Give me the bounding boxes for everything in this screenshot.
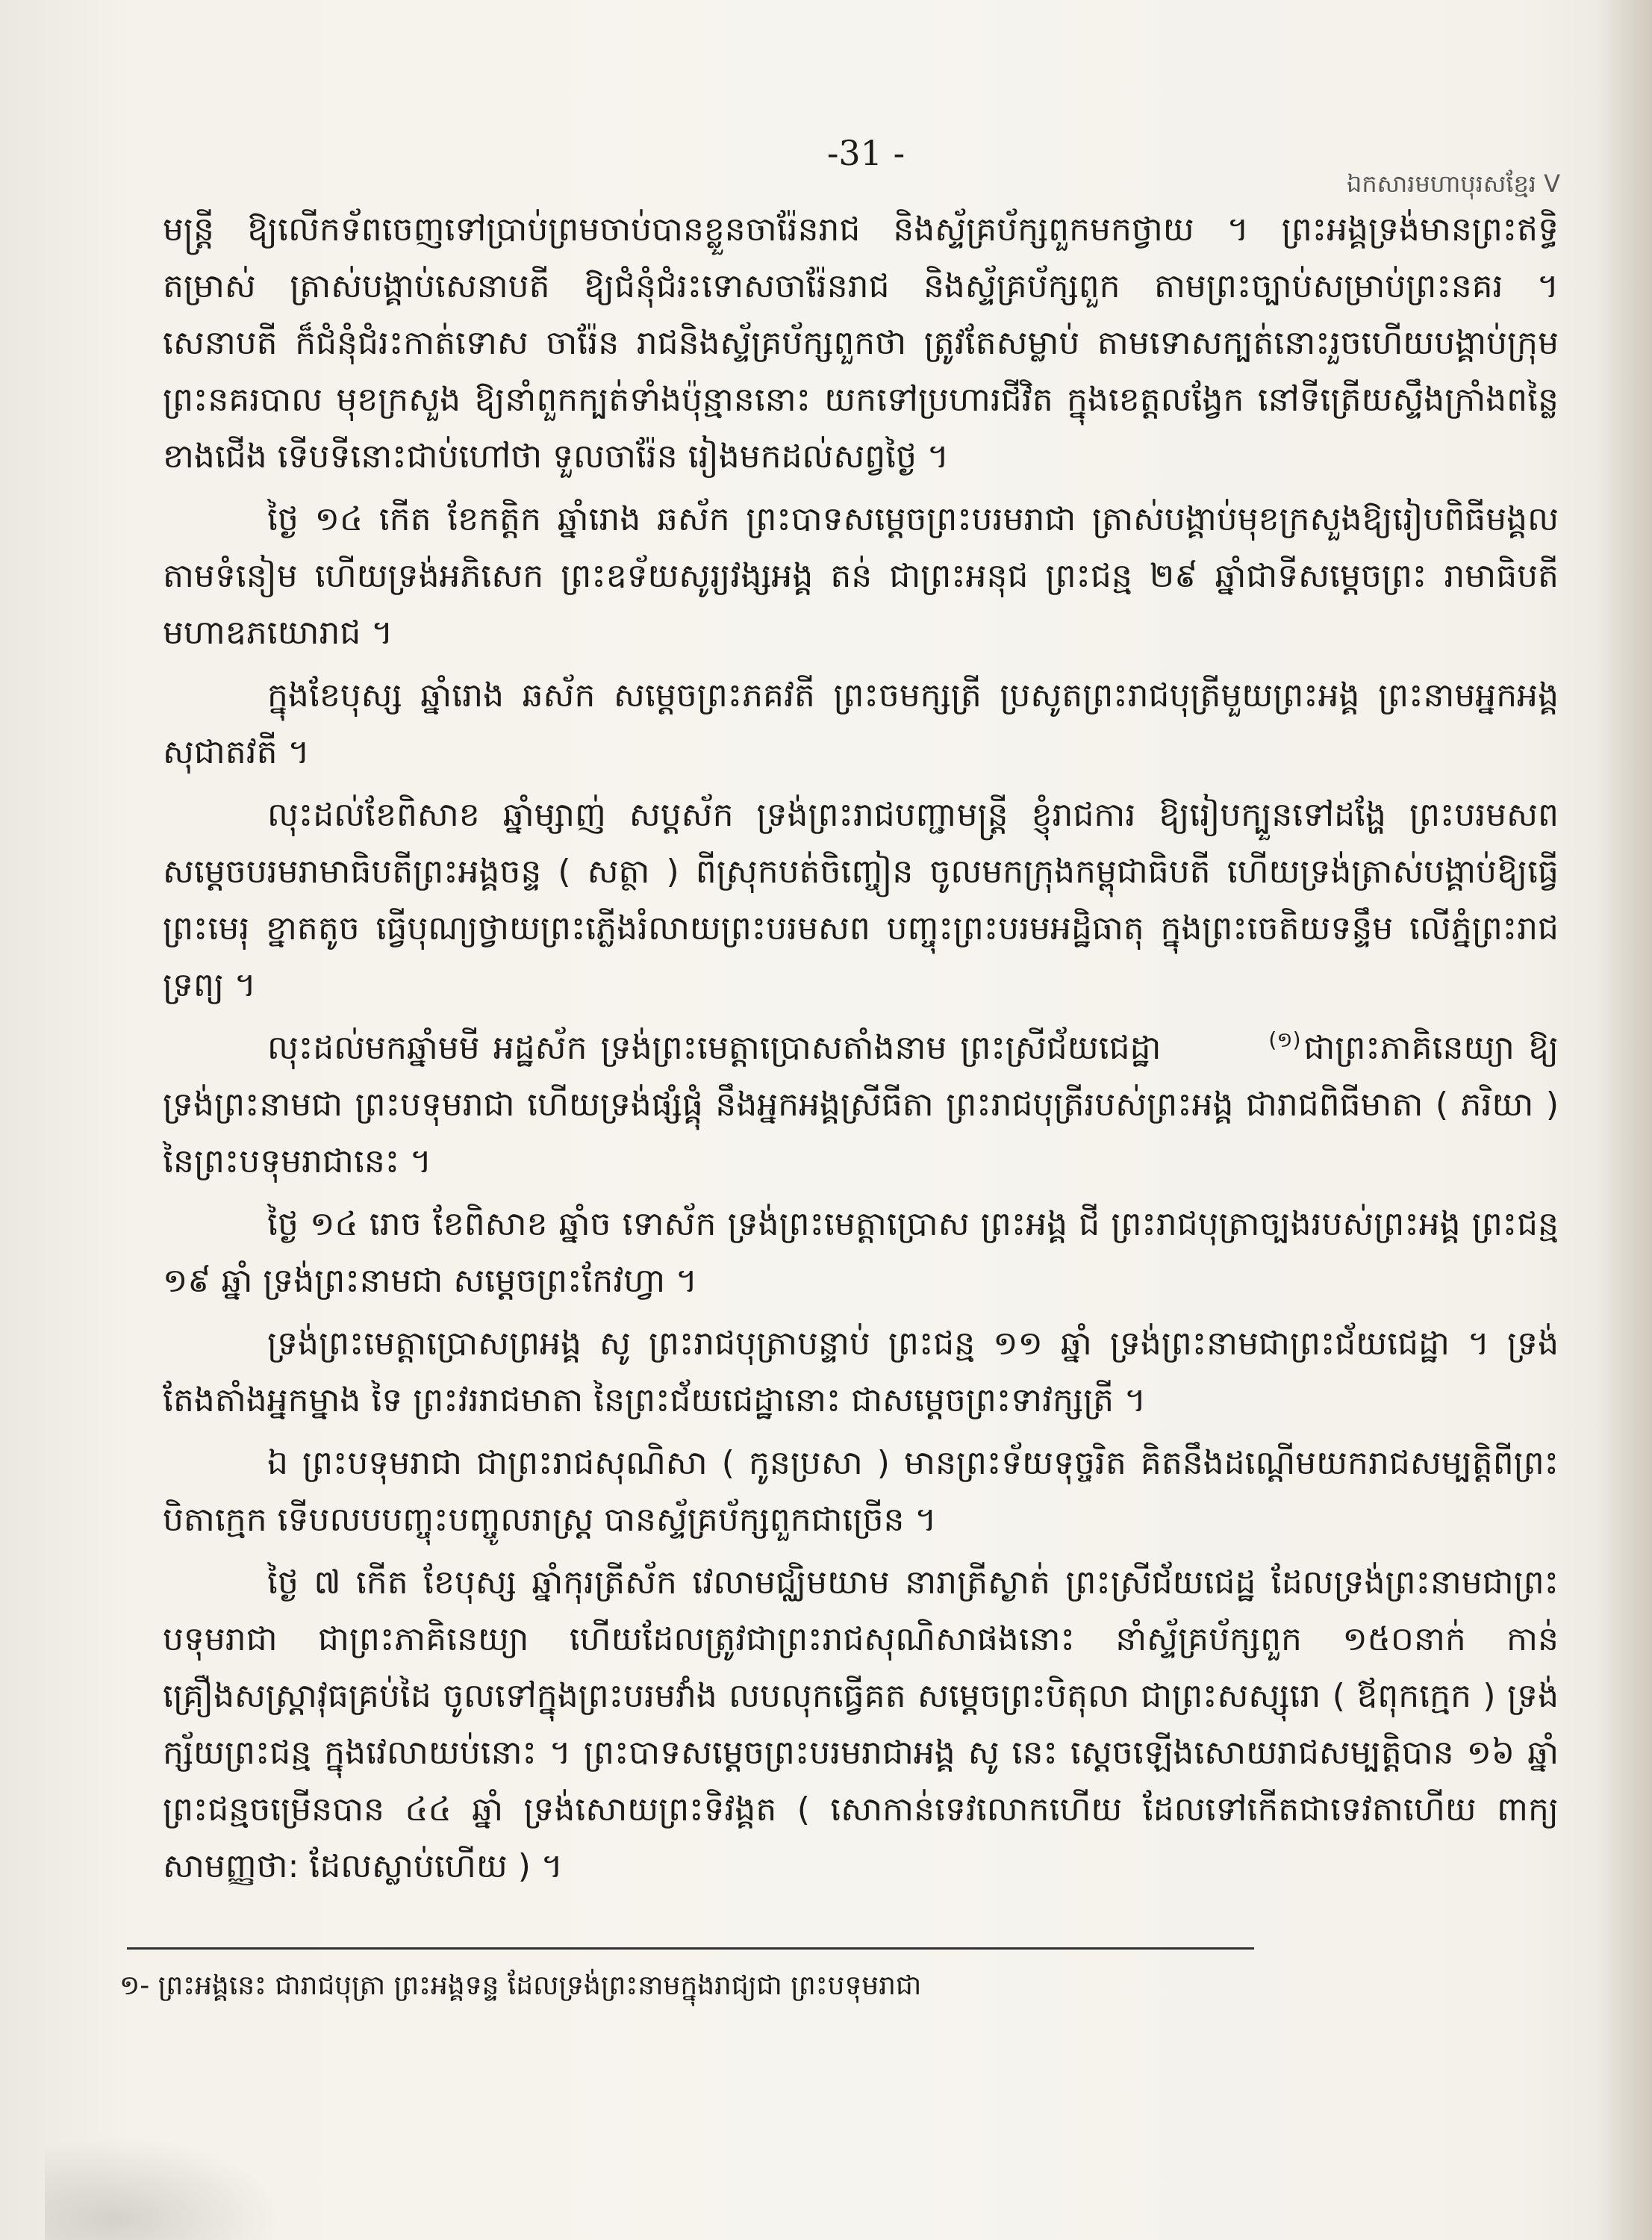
paragraph-7: ទ្រង់ព្រះមេត្តាប្រោសព្រអង្គ សូ ព្រះរាជបុត្រាបន្ទាប់ ព្រះជន្ម ១១ ឆ្នាំ ទ្រង់ព្រះនាមជាព្រះជ័យជេដ្ឋា ។ ទ្រង់តែងតាំងអ្នកម្នាង ទៃ ព្រះវររាជមាតា នៃព្រះជ័យជេដ្ឋានោះ ជាសម្ដេចព្រះទាវក្សត្រី ។ [163, 1325, 1559, 1419]
paragraph-4: លុះដល់ខែពិសាខ ឆ្នាំម្សាញ់ សប្តស័ក ទ្រង់ព្រះរាជបញ្ជាមន្ត្រី ខ្ញុំរាជការ ឱ្យរៀបក្បួនទៅដង្ហែ ព្រះបរមសព សម្ដេចបរមរាមាធិបតីព្រះអង្គចន្ទ ( សត្ថា ) ពីស្រុកបត់ចិញ្ចៀន ចូលមកក្រុងកម្ពុជាធិបតី ហើយទ្រង់ត្រាស់បង្គាប់ឱ្យធ្វើព្រះមេរុ ខ្នាតតូច ធ្វើបុណ្យថ្វាយព្រះភ្លើងរំលាយព្រះបរមសព បញ្ចុះព្រះបរមអដ្ឋិធាតុ ក្នុងព្រះចេតិយទន្ទឹម លើភ្នំព្រះរាជទ្រព្យ ។ [163, 796, 1559, 1004]
paragraph-5-start: លុះដល់មកឆ្នាំមមី អដ្ឋស័ក ទ្រង់ព្រះមេត្តាប្រោសតាំងនាម ព្រះស្រីជ័យជេដ្ឋា [267, 1029, 1162, 1067]
paragraph-3: ក្នុងខែបុស្ស ឆ្នាំរោង ឆស័ក សម្ដេចព្រះភគវតី ព្រះចមក្សត្រី ប្រសូតព្រះរាជបុត្រីមួយព្រះអង្គ ព្រះនាមអ្នកអង្គ សុជាតវតី ។ [163, 676, 1559, 771]
paragraph-9: ថ្ងៃ ៧ កើត ខែបុស្ស ឆ្នាំកុរត្រីស័ក វេលាមជ្ឈិមយាម នារាត្រីស្ងាត់ ព្រះស្រីជ័យជេដ្ឋ ដែលទ្រង់ព្រះនាមជាព្រះបទុមរាជា ជាព្រះភាគិនេយ្យា ហើយដែលត្រូវជាព្រះរាជសុណិសាផងនោះ នាំស្ទ័គ្រប័ក្សពួក ១៥០នាក់ កាន់គ្រឿងសស្ត្រាវុធគ្រប់ដៃ ចូលទៅក្នុងព្រះបរមវាំង លបលុកធ្វើគត សម្ដេចព្រះបិតុលា ជាព្រះសស្សុរោ ( ឪពុកក្មេក ) ទ្រង់ក្ស័យព្រះជន្ម ក្នុងវេលាយប់នោះ ។ ព្រះបាទសម្ដេចព្រះបរមរាជាអង្គ សូ នេះ ស្ដេចឡើងសោយរាជសម្បត្តិបាន ១៦ ឆ្នាំ ព្រះជន្មចម្រើនបាន ៤៤ ឆ្នាំ ទ្រង់សោយព្រះទិវង្គត ( សោកាន់ទេវលោកហើយ ដែលទៅកើតជាទេវតាហើយ ពាក្យសាមញ្ញថា: ដែលស្លាប់ហើយ ) ។ [163, 1564, 1559, 1885]
paragraph-8: ឯ ព្រះបទុមរាជា ជាព្រះរាជសុណិសា ( កូនប្រសា ) មានព្រះទ័យទុច្ចរិត គិតនឹងដណ្ដើមយករាជសម្បត្តិពីព្រះបិតាក្មេក ទើបលបបញ្ចុះបញ្ចូលរាស្ត្រ បានស្ទ័គ្រប័ក្សពួកជាច្រើន ។ [163, 1444, 1559, 1539]
scan-smudge [45, 2135, 284, 2240]
footnote-divider [127, 1947, 1254, 1950]
paragraph-1: មន្ត្រី ឱ្យលើកទ័ពចេញទៅប្រាប់ព្រមចាប់បានខ្លួនចារ៉ែនរាជ និងស្ទ័គ្រប័ក្សពួកមកថ្វាយ ។ ព្រះអង្គទ្រង់មានព្រះឥទ្ធិតម្រាស់ ត្រាស់បង្គាប់សេនាបតី ឱ្យជំនុំជំរះទោសចារ៉ែនរាជ និងស្ទ័គ្រប័ក្សពួក តាមព្រះច្បាប់សម្រាប់ព្រះនគរ ។ សេនាបតី ក៏ជំនុំជំរះកាត់ទោស ចារ៉ែន រាជនិងស្ទ័គ្រប័ក្សពួកថា ត្រូវតែសម្លាប់ តាមទោសក្បត់នោះរួចហើយបង្គាប់ក្រុមព្រះនគរបាល មុខក្រសួង ឱ្យនាំពួកក្បត់ទាំងប៉ុន្មាននោះ យកទៅប្រហារជីវិត ក្នុងខេត្តលង្វែក នៅទីត្រើយស្ទឹងក្រាំងពន្លៃខាងជើង ទើបទីនោះជាប់ហៅថា ទួលចារ៉ែន រៀងមកដល់សព្វថ្ងៃ ។ [163, 211, 1559, 476]
paragraph-2: ថ្ងៃ ១៤ កើត ខែកត្តិក ឆ្នាំរោង ឆស័ក ព្រះបាទសម្ដេចព្រះបរមរាជា ត្រាស់បង្គាប់មុខក្រសួងឱ្យរៀបពិធីមង្គល តាមទំនៀម ហើយទ្រង់អភិសេក ព្រះឧទ័យសូរ្យវង្សអង្គ តន់ ជាព្រះអនុជ ព្រះជន្ម ២៩ ឆ្នាំជាទីសម្ដេចព្រះ រាមាធិបតី មហាឧភយោរាជ ។ [163, 500, 1559, 652]
page-edge-shadow [1600, 0, 1652, 2240]
paragraph-5-end: ជាព្រះភាគិនេយ្យា ឱ្យទ្រង់ព្រះនាមជា ព្រះបទុមរាជា ហើយទ្រង់ផ្សំផ្គុំ នឹងអ្នកអង្គស្រីធីតា ព្រះរាជបុត្រីរបស់ព្រះអង្គ ជារាជពិធីមាតា ( ភរិយា ) នៃព្រះបទុមរាជានេះ ។ [163, 1029, 1559, 1180]
page-number: -31 - [826, 133, 906, 173]
footnote-reference-number: ១ [1277, 1027, 1293, 1053]
paragraph-5 [163, 1020, 1559, 1190]
paragraph-6: ថ្ងៃ ១៤ រោច ខែពិសាខ ឆ្នាំច ទោស័ក ទ្រង់ព្រះមេត្តាប្រោស ព្រះអង្គ ជី ព្រះរាជបុត្រាច្បងរបស់ព្រះអង្គ ព្រះជន្ម ១៩ ឆ្នាំ ទ្រង់ព្រះនាមជា សម្ដេចព្រះកែវហ្វា ។ [163, 1205, 1559, 1300]
footnote: ១- ព្រះអង្គនេះ ជារាជបុត្រា ព្រះអង្គទន្ទ ដែលទ្រង់ព្រះនាមក្នុងរាជ្យជា ព្រះបទុមរាជា [119, 1970, 922, 2001]
body-text [163, 202, 1559, 1901]
footnote-reference: (១) [1268, 1027, 1301, 1053]
running-header: ឯកសារមហាបុរសខ្មែរ V [1347, 169, 1560, 198]
